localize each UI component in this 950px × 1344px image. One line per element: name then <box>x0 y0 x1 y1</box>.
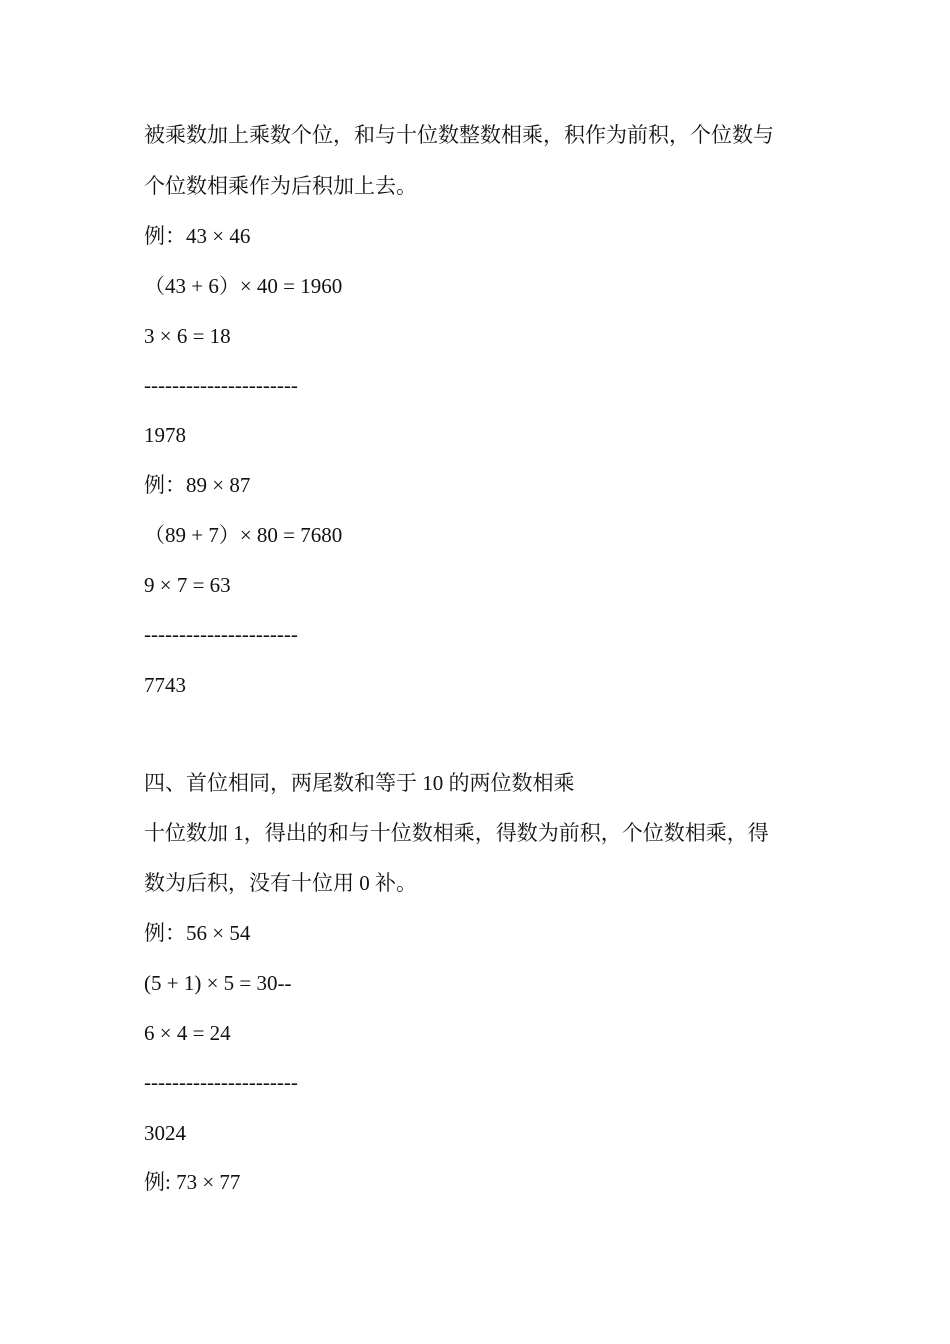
section-heading: 四、首位相同，两尾数和等于 10 的两位数相乘 <box>144 771 575 795</box>
text-line-intro-2: 个位数相乘作为后积加上去。 <box>144 174 417 198</box>
example-heading: 例: 73 × 77 <box>144 1170 241 1194</box>
example-heading: 例：56 × 54 <box>144 921 251 945</box>
calculation-line: 9 × 7 = 63 <box>144 573 231 597</box>
result-line: 1978 <box>144 423 186 447</box>
example-heading: 例：89 × 87 <box>144 473 251 497</box>
calculation-line: （43 + 6）× 40 = 1960 <box>144 274 343 298</box>
calculation-line: 6 × 4 = 24 <box>144 1021 231 1045</box>
text-line-rule-2: 数为后积，没有十位用 0 补。 <box>144 871 417 895</box>
calculation-line: (5 + 1) × 5 = 30-- <box>144 971 292 995</box>
separator-line: ---------------------- <box>144 373 298 397</box>
result-line: 7743 <box>144 673 186 697</box>
separator-line: ---------------------- <box>144 622 298 646</box>
calculation-line: 3 × 6 = 18 <box>144 324 231 348</box>
result-line: 3024 <box>144 1121 186 1145</box>
separator-line: ---------------------- <box>144 1070 298 1094</box>
example-heading: 例：43 × 46 <box>144 224 251 248</box>
text-line-intro-1: 被乘数加上乘数个位，和与十位数整数相乘，积作为前积，个位数与 <box>144 123 774 147</box>
calculation-line: （89 + 7）× 80 = 7680 <box>144 523 343 547</box>
text-line-rule-1: 十位数加 1，得出的和与十位数相乘，得数为前积，个位数相乘，得 <box>144 821 769 845</box>
